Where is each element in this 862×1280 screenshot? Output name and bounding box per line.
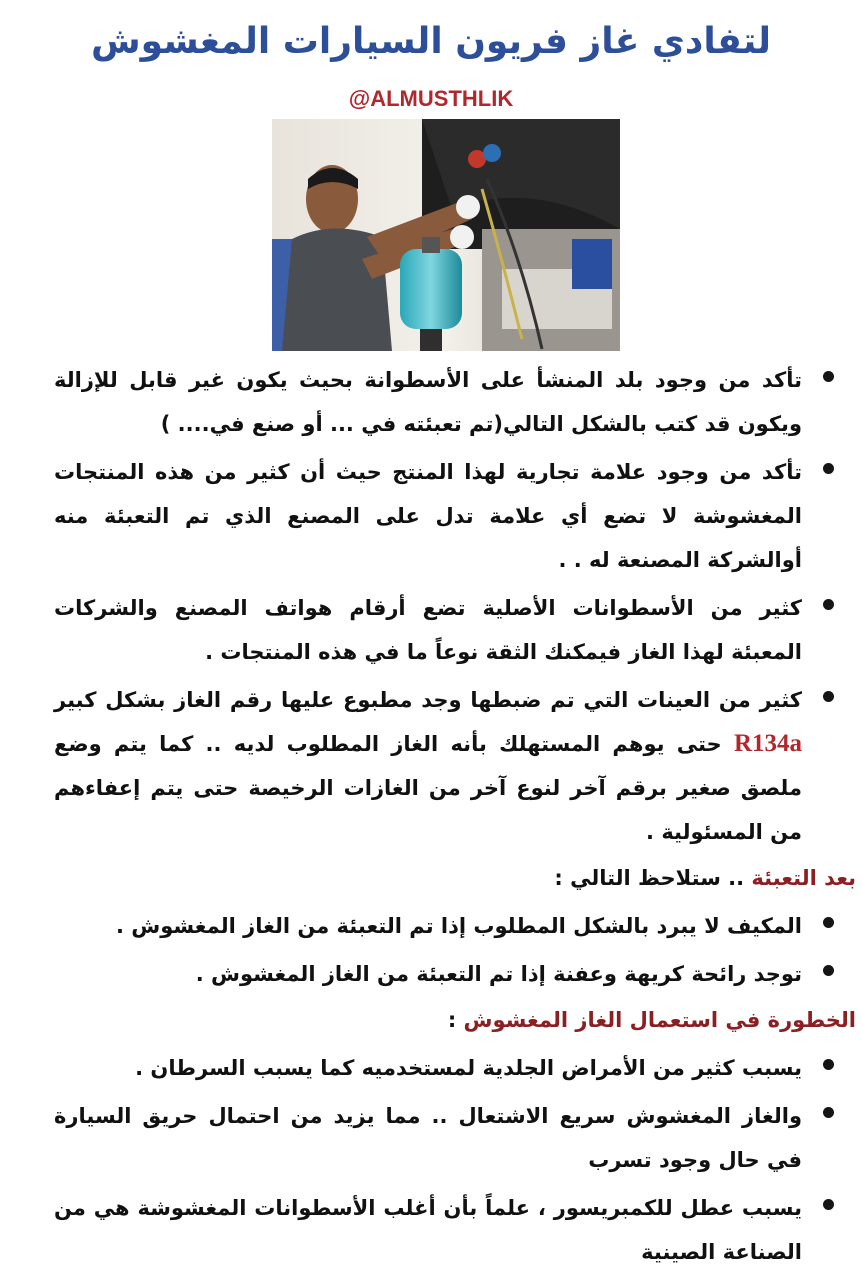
page-title: لتفادي غاز فريون السيارات المغشوش [91,21,771,62]
after-filling-list [0,904,862,996]
after-filling-heading: بعد التعبئة .. ستلاحظ التالي : [554,866,856,890]
gas-code-highlight: R134a [733,730,802,757]
list-item: يسبب عطل للكمبريسور ، علماً بأن أغلب الأسطوانات المغشوشة هي من الصناعة الصينية [0,1186,862,1274]
list-item: كثير من الأسطوانات الأصلية تضع أرقام هواتف المصنع والشركات المعبئة لهذا الغاز فيمكنك الثقة نوعاً ما في هذه المنتجات . [0,586,862,674]
list-item: كثير من العينات التي تم ضبطها وجد مطبوع عليها رقم الغاز بشكل كبير R134a حتى يوهم المستهلك بأنه الغاز المطلوب لديه .. كما يتم وضع ملصق صغير برقم آخر لنوع آخر من الغازات الرخيصة حتى يتم إعفاءهم من المسئولية . [0,678,862,854]
bullet-icon [823,371,834,382]
technician-refilling-car-ac-photo [272,119,620,351]
bullet-icon [823,917,834,928]
danger-heading: الخطورة في استعمال الغاز المغشوش : [447,1008,856,1032]
list-item: يسبب كثير من الأمراض الجلدية لمستخدميه كما يسبب السرطان . [0,1046,862,1090]
bullet-icon [823,1107,834,1118]
technician-photo [272,119,620,351]
bullet-icon [823,965,834,976]
bullet-icon [823,1059,834,1070]
list-item: والغاز المغشوش سريع الاشتعال .. مما يزيد من احتمال حريق السيارة في حال وجود تسرب [0,1094,862,1182]
list-item: تأكد من وجود بلد المنشأ على الأسطوانة بحيث يكون غير قابل للإزالة ويكون قد كتب بالشكل التالي(تم تعبئته في ... أو صنع في.... ) [0,358,862,446]
bullet-icon [823,1199,834,1210]
list-item: تأكد من وجود علامة تجارية لهذا المنتج حيث أن كثير من هذه المنتجات المغشوشة لا تضع أي علامة تدل على المصنع الذي تم التعبئة منه أوالشركة المصنعة له . . [0,450,862,582]
account-handle: @ALMUSTHLIK [348,86,514,111]
bullet-icon [823,463,834,474]
list-item: المكيف لا يبرد بالشكل المطلوب إذا تم التعبئة من الغاز المغشوش . [0,904,862,948]
bullet-icon [823,599,834,610]
danger-list [0,1046,862,1274]
article-body [0,350,862,1278]
list-item: توجد رائحة كريهة وعفنة إذا تم التعبئة من الغاز المغشوش . [0,952,862,996]
tips-list [0,350,862,854]
bullet-icon [823,691,834,702]
